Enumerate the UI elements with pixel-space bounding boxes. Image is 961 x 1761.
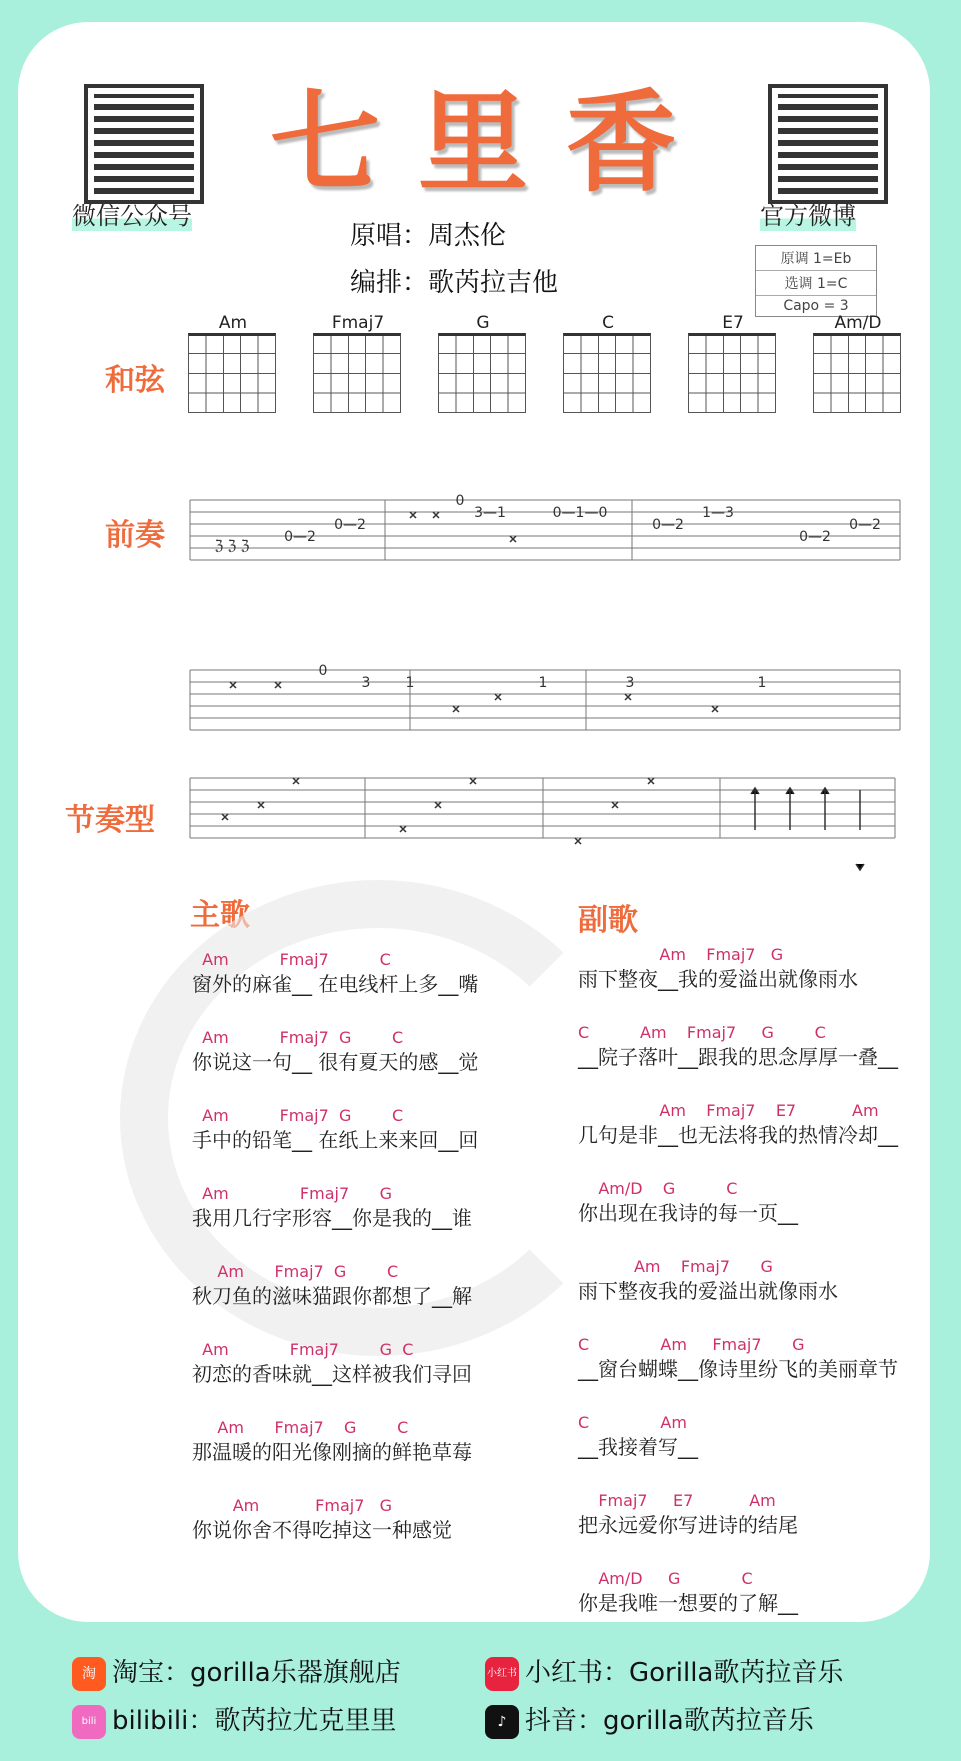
verse-chord-row: Am Fmaj7 G C [192,1262,399,1281]
svg-text:0—2: 0—2 [849,517,881,533]
verse-lyric-line: 你说你舍不得吃掉这一种感觉 [192,1518,452,1542]
svg-text:0—2: 0—2 [799,529,831,545]
svg-text:3: 3 [625,675,635,691]
verse-lyric-line: 我用几行字形容__你是我的__谁 [192,1206,472,1230]
svg-text:3—1: 3—1 [474,505,506,521]
verse-chord-row: Am Fmaj7 G C [192,1028,404,1047]
verse-chord-row: Am Fmaj7 G C [192,1340,414,1359]
chorus-lyric-line: 你是我唯一想要的了解__ [578,1591,798,1615]
chord-name: Am [218,313,248,333]
verse-lyric-line: 初恋的香味就__这样被我们寻回 [192,1362,472,1386]
capo: Capo = 3 [783,298,849,314]
xiaohongshu-text: 小红书：Gorilla歌芮拉音乐 [525,1658,844,1688]
svg-text:0—2: 0—2 [334,517,366,533]
song-title: 七里香 [270,78,714,207]
bilibili-link[interactable] [72,1700,396,1739]
xiaohongshu-link[interactable] [485,1652,843,1691]
rhythm-section-label: 节奏型 [65,803,155,838]
chorus-chord-row: Am/D G C [578,1569,753,1588]
taobao-text: 淘宝：gorilla乐器旗舰店 [112,1658,401,1688]
original-key: 原调 1=Eb [756,246,876,271]
verse-lyric-line: 秋刀鱼的滋味猫跟你都想了__解 [192,1284,472,1308]
douyin-link[interactable] [485,1700,814,1739]
chorus-chord-row: Am Fmaj7 G [578,1257,773,1276]
chorus-lyric-line: 雨下整夜__我的爱溢出就像雨水 [578,967,858,991]
taobao-icon: 淘 [72,1657,106,1691]
selected-key: 选调 1=C [756,271,876,296]
chorus-section-label: 副歌 [578,903,638,938]
svg-text:1—3: 1—3 [702,505,734,521]
verse-lyric-line: 手中的铅笔__ 在纸上来来回__回 [192,1128,479,1152]
chorus-lyric-line: 你出现在我诗的每一页__ [578,1201,798,1225]
chord-name: Am/D [834,313,882,333]
bilibili-icon: bili [72,1705,106,1739]
original-singer: 原唱：周杰伦 [350,221,507,251]
intro-section-label: 前奏 [105,518,165,553]
chorus-lyric-line: 几句是非__也无法将我的热情冷却__ [578,1123,898,1147]
wechat-label: 微信公众号 [72,196,192,231]
verse-chord-row: Am Fmaj7 G C [192,1106,404,1125]
chorus-chord-row: C Am Fmaj7 G [578,1335,805,1354]
svg-text:0—1—0: 0—1—0 [552,505,608,521]
chorus-lyric-line: __院子落叶__跟我的思念厚厚一叠__ [578,1045,898,1069]
verse-chord-row: Am Fmaj7 C [192,950,391,969]
chorus-chord-row: Am Fmaj7 G [578,945,784,964]
xiaohongshu-icon: 小红书 [485,1657,519,1691]
chord-name: Fmaj7 [331,313,385,333]
chorus-chord-row: C Am Fmaj7 G C [578,1023,826,1042]
douyin-icon: ♪ [485,1705,519,1739]
chorus-chord-row: C Am [578,1413,687,1432]
verse-chord-row: Am Fmaj7 G C [192,1418,409,1437]
douyin-text: 抖音：gorilla歌芮拉音乐 [525,1706,814,1736]
taobao-link[interactable] [72,1652,401,1691]
svg-text:1: 1 [405,675,415,691]
chorus-lyric-line: __窗台蝴蝶__像诗里纷飞的美丽章节 [578,1357,898,1381]
chorus-lyric-line: 把永远爱你写进诗的结尾 [578,1513,798,1537]
chorus-chord-row: Am/D G C [578,1179,738,1198]
svg-text:0: 0 [455,493,465,509]
svg-text:0—2: 0—2 [284,529,316,545]
chorus-chord-row: Fmaj7 E7 Am [578,1491,776,1510]
svg-text:1: 1 [757,675,767,691]
verse-lyric-line: 那温暖的阳光像刚摘的鲜艳草莓 [192,1440,472,1464]
verse-chord-row: Am Fmaj7 G [192,1496,393,1515]
verse-chord-row: Am Fmaj7 G [192,1184,393,1203]
verse-lyric-line: 窗外的麻雀__ 在电线杆上多__嘴 [192,972,479,996]
svg-text:3: 3 [361,675,371,691]
bilibili-text: bilibili：歌芮拉尤克里里 [112,1706,397,1736]
chorus-lyric-line: __我接着写__ [578,1435,698,1459]
chorus-lyric-line: 雨下整夜我的爱溢出就像雨水 [578,1279,838,1303]
verse-section-label: 主歌 [190,898,250,933]
chord-name: G [476,313,490,333]
svg-text:0: 0 [318,663,328,679]
chord-name: C [602,313,614,333]
chorus-chord-row: Am Fmaj7 E7 Am [578,1101,879,1120]
svg-text:0—2: 0—2 [652,517,684,533]
svg-text:1: 1 [538,675,548,691]
verse-lyric-line: 你说这一句__ 很有夏天的感__觉 [192,1050,479,1074]
svg-text:ℨ ℨ ℨ: ℨ ℨ ℨ [214,538,250,554]
weibo-label: 官方微博 [760,196,856,231]
tab-staves [0,0,961,880]
chords-section-label: 和弦 [105,363,165,398]
chord-name: E7 [722,313,744,333]
arranger: 编排：歌芮拉吉他 [350,268,559,298]
